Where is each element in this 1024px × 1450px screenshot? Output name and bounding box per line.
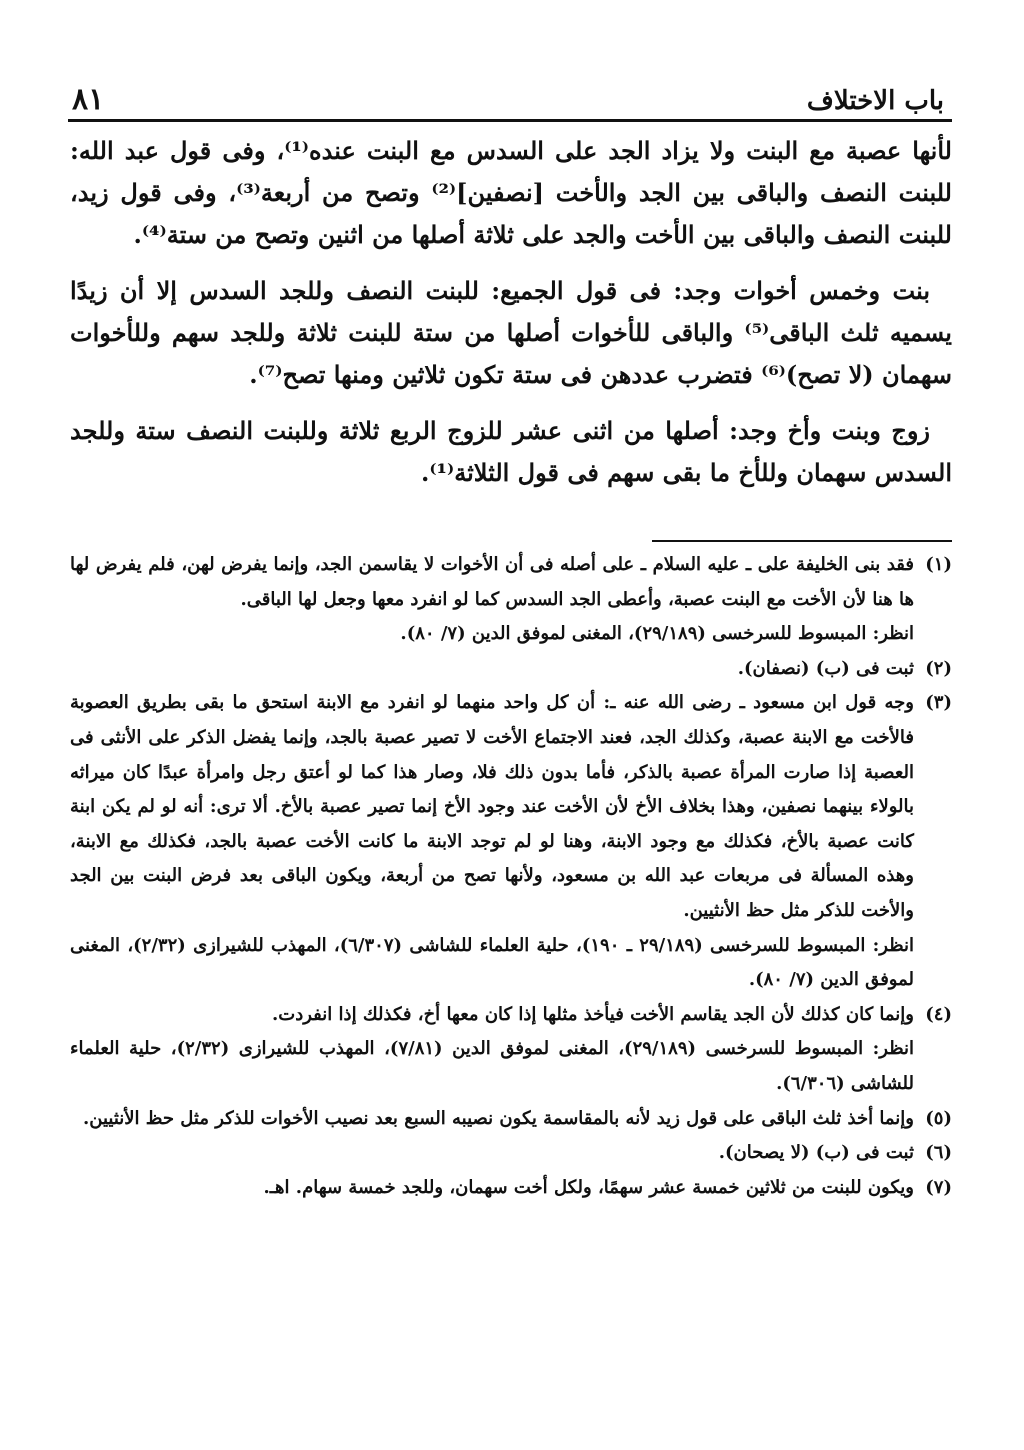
footnote-text: وإنما أخذ ثلث الباقى على قول زيد لأنه بالمقاسمة يكون نصيبه السبع بعد نصيب الأخوات للذكر مثل حظ الأنثيين. bbox=[82, 1107, 914, 1129]
footnote-number: (٦) bbox=[925, 1142, 952, 1164]
footnote-reference: انظر: المبسوط للسرخسى (٢٩/١٨٩ ـ ١٩٠)، حلية العلماء للشاشى (٦/٣٠٧)، المهذب للشيرازى (٢/٣٢)، المغنى لموفق الدين (٧/ ٨٠). bbox=[70, 934, 914, 991]
footnote-text: ثبت فى (ب) (نصفان). bbox=[737, 657, 914, 679]
footnote-1 bbox=[70, 548, 952, 652]
footnote-number: (٧) bbox=[925, 1176, 952, 1198]
footnote-separator bbox=[652, 540, 952, 542]
page-header bbox=[68, 80, 952, 122]
footnote-number: (١) bbox=[925, 554, 952, 575]
footnote-number: (٤) bbox=[925, 1003, 952, 1025]
footnote-text: وإنما كان كذلك لأن الجد يقاسم الأخت فيأخذ مثلها إذا كان معها أخ، فكذلك إذا انفردت. bbox=[272, 1003, 914, 1025]
footnote-number: (٣) bbox=[925, 692, 952, 714]
footnote-7 bbox=[70, 1171, 952, 1206]
footnote-text: ويكون للبنت من ثلاثين خمسة عشر سهمًا، ولكل أخت سهمان، وللجد خمسة سهام. اهـ. bbox=[263, 1176, 914, 1198]
footnote-text: فقد بنى الخليفة على ـ عليه السلام ـ على أصله فى أن الأخوات لا يقاسمن الجد، وإنما يفرض لهن، فلم يفرض لها ها هنا لأن الأخت مع البنت عصبة، وأعطى الجد السدس كما لو انفرد معها وجعل لها الباقى. bbox=[70, 554, 915, 610]
footnote-number: (٥) bbox=[925, 1107, 952, 1129]
footnote-reference: انظر: المبسوط للسرخسى (٢٩/١٨٩)، المغنى لموفق الدين (٧/٨١)، المهذب للشيرازى (٢/٣٢)، حلية العلماء للشاشى (٦/٣٠٦). bbox=[70, 1038, 915, 1094]
footnotes bbox=[70, 548, 952, 1205]
footnote-number: (٢) bbox=[925, 657, 952, 679]
footnote-text: وجه قول ابن مسعود ـ رضى الله عنه ـ: أن كل واحد منهما لو انفرد مع الابنة استحق ما بقى بطريق العصوبة فالأخت مع الابنة عصبة، وكذلك الجد، فعند الاجتماع الأخت لا تصير عصبة بالجد، وإنما يفضل الذكر على الأنثى فى العصبة إذا صارت المرأة عصبة بالذكر، فأما بدون ذلك فلا، وصار هذا كما لو أعتق رجل وامرأة عبدًا كان ميراثه بالولاء بينهما نصفين، وهذا بخلاف الأخ لأن الأخت عند وجود الأخ إنما تصير عصبة بالأخ. ألا ترى: أنه لو لم يكن ابنة كانت عصبة بالأخ، فكذلك مع وجود الابنة، وهنا لو لم توجد الابنة ما كانت الأخت عصبة بالجد، فكذلك مع الابنة، وهذه المسألة فى مربعات عبد الله بن مسعود، ولأنها تصح من أربعة، ويكون الباقى بعد فرض البنت بين الجد والأخت للذكر مثل حظ الأنثيين. bbox=[70, 692, 914, 921]
footnote-5 bbox=[70, 1102, 952, 1137]
footnote-3 bbox=[70, 686, 952, 997]
footnote-4 bbox=[70, 998, 952, 1102]
footnote-reference: انظر: المبسوط للسرخسى (٢٩/١٨٩)، المغنى لموفق الدين (٧/ ٨٠). bbox=[400, 623, 914, 645]
running-title: باب الاختلاف bbox=[806, 86, 944, 116]
footnote-2 bbox=[70, 652, 952, 687]
paragraph-2: بنت وخمس أخوات وجد: فى قول الجميع: للبنت النصف وللجد السدس إلا أن زيدًا يسميه ثلث الباقى⁽⁵⁾ والباقى للأخوات أصلها من ستة للبنت ثلاثة وللجد سهم وللأخوات سهمان (لا تصح)⁽⁶⁾ فتضرب عددهن فى ستة تكون ثلاثين ومنها تصح⁽⁷⁾. bbox=[70, 276, 952, 389]
header-rule bbox=[68, 119, 952, 122]
paragraph-1: لأنها عصبة مع البنت ولا يزاد الجد على السدس مع البنت عنده⁽¹⁾، وفى قول عبد الله: للبنت النصف والباقى بين الجد والأخت [نصفين]⁽²⁾ وتصح من أربعة⁽³⁾، وفى قول زيد، للبنت النصف والباقى بين الأخت والجد على ثلاثة أصلها من اثنين وتصح من ستة⁽⁴⁾. bbox=[70, 136, 952, 249]
page-number: ٨١ bbox=[72, 82, 105, 117]
footnote-6 bbox=[70, 1136, 952, 1171]
footnote-text: ثبت فى (ب) (لا يصحان). bbox=[718, 1142, 914, 1164]
main-text bbox=[70, 130, 952, 508]
paragraph-3: زوج وبنت وأخ وجد: أصلها من اثنى عشر للزوج الربع ثلاثة وللبنت النصف ستة وللجد السدس سهمان وللأخ ما بقى سهم فى قول الثلاثة⁽¹⁾. bbox=[70, 416, 952, 487]
